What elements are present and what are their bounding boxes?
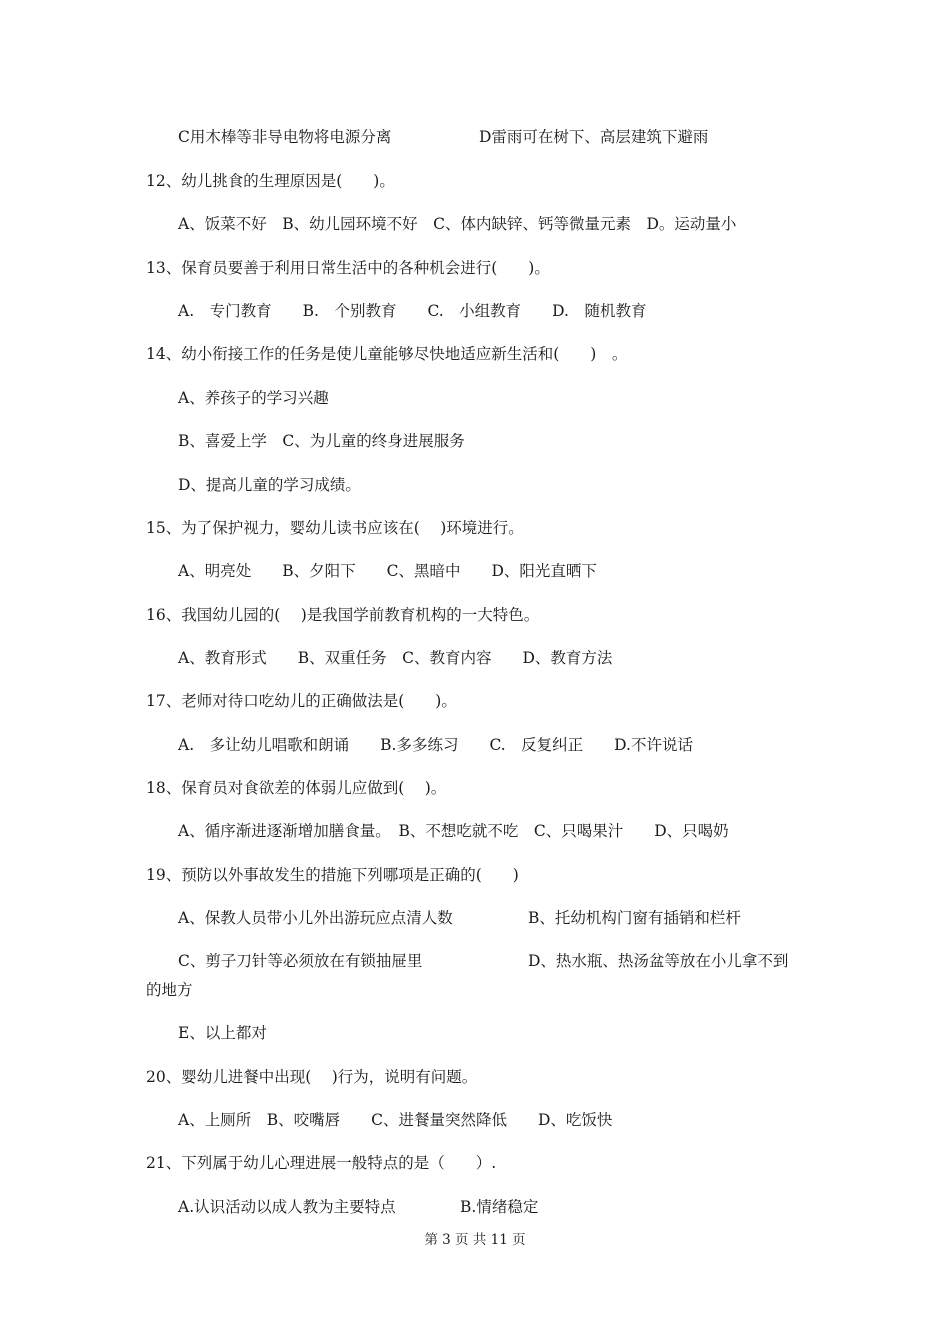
question-19: 19、预防以外事故发生的措施下列哪项是正确的( )	[146, 866, 519, 884]
question-14: 14、幼小衔接工作的任务是使儿童能够尽快地适应新生活和( ) 。	[146, 345, 628, 363]
question-14-option-bc: B、喜爱上学 C、为儿童的终身进展服务	[178, 432, 465, 450]
q11-option-d: D雷雨可在树下、高层建筑下避雨	[479, 128, 709, 146]
q11-option-c: C用木棒等非导电物将电源分离	[178, 128, 392, 146]
question-14-option-a: A、养孩子的学习兴趣	[178, 389, 329, 407]
question-17-options: A. 多让幼儿唱歌和朗诵 B.多多练习 C. 反复纠正 D.不许说话	[178, 736, 693, 754]
question-15-options: A、明亮处 B、夕阳下 C、黑暗中 D、阳光直晒下	[178, 562, 597, 580]
question-16: 16、我国幼儿园的( )是我国学前教育机构的一大特色。	[146, 606, 540, 624]
question-14-option-d: D、提高儿童的学习成绩。	[178, 476, 361, 494]
question-20-options: A、上厕所 B、咬嘴唇 C、进餐量突然降低 D、吃饭快	[178, 1111, 613, 1129]
question-20: 20、婴幼儿进餐中出现( )行为，说明有问题。	[146, 1068, 478, 1086]
question-21-option-b: B.情绪稳定	[460, 1198, 539, 1216]
question-19-option-e: E、以上都对	[178, 1024, 267, 1042]
question-19-option-d-continued: 的地方	[146, 981, 193, 999]
question-21-option-a: A.认识活动以成人教为主要特点	[178, 1198, 396, 1216]
page-footer: 第 3 页 共 11 页	[424, 1232, 526, 1248]
question-21: 21、下列属于幼儿心理进展一般特点的是（ ）.	[146, 1154, 497, 1172]
question-13-options: A. 专门教育 B. 个别教育 C. 小组教育 D. 随机教育	[178, 302, 647, 320]
question-19-option-c: C、剪子刀针等必须放在有锁抽屉里	[178, 952, 423, 970]
question-17: 17、老师对待口吃幼儿的正确做法是( )。	[146, 692, 457, 710]
question-13: 13、保育员要善于利用日常生活中的各种机会进行( )。	[146, 259, 550, 277]
question-19-option-d: D、热水瓶、热汤盆等放在小儿拿不到	[528, 952, 789, 970]
question-18-options: A、循序渐进逐渐增加膳食量。 B、不想吃就不吃 C、只喝果汁 D、只喝奶	[178, 822, 729, 840]
question-18: 18、保育员对食欲差的体弱儿应做到( )。	[146, 779, 447, 797]
question-15: 15、为了保护视力，婴幼儿读书应该在( )环境进行。	[146, 519, 524, 537]
question-12-options: A、饭菜不好 B、幼儿园环境不好 C、体内缺锌、钙等微量元素 D。运动量小	[178, 215, 737, 233]
question-19-option-a: A、保教人员带小儿外出游玩应点清人数	[178, 909, 453, 927]
question-12: 12、幼儿挑食的生理原因是( )。	[146, 172, 395, 190]
question-16-options: A、教育形式 B、双重任务 C、教育内容 D、教育方法	[178, 649, 613, 667]
question-19-option-b: B、托幼机构门窗有插销和栏杆	[528, 909, 741, 927]
